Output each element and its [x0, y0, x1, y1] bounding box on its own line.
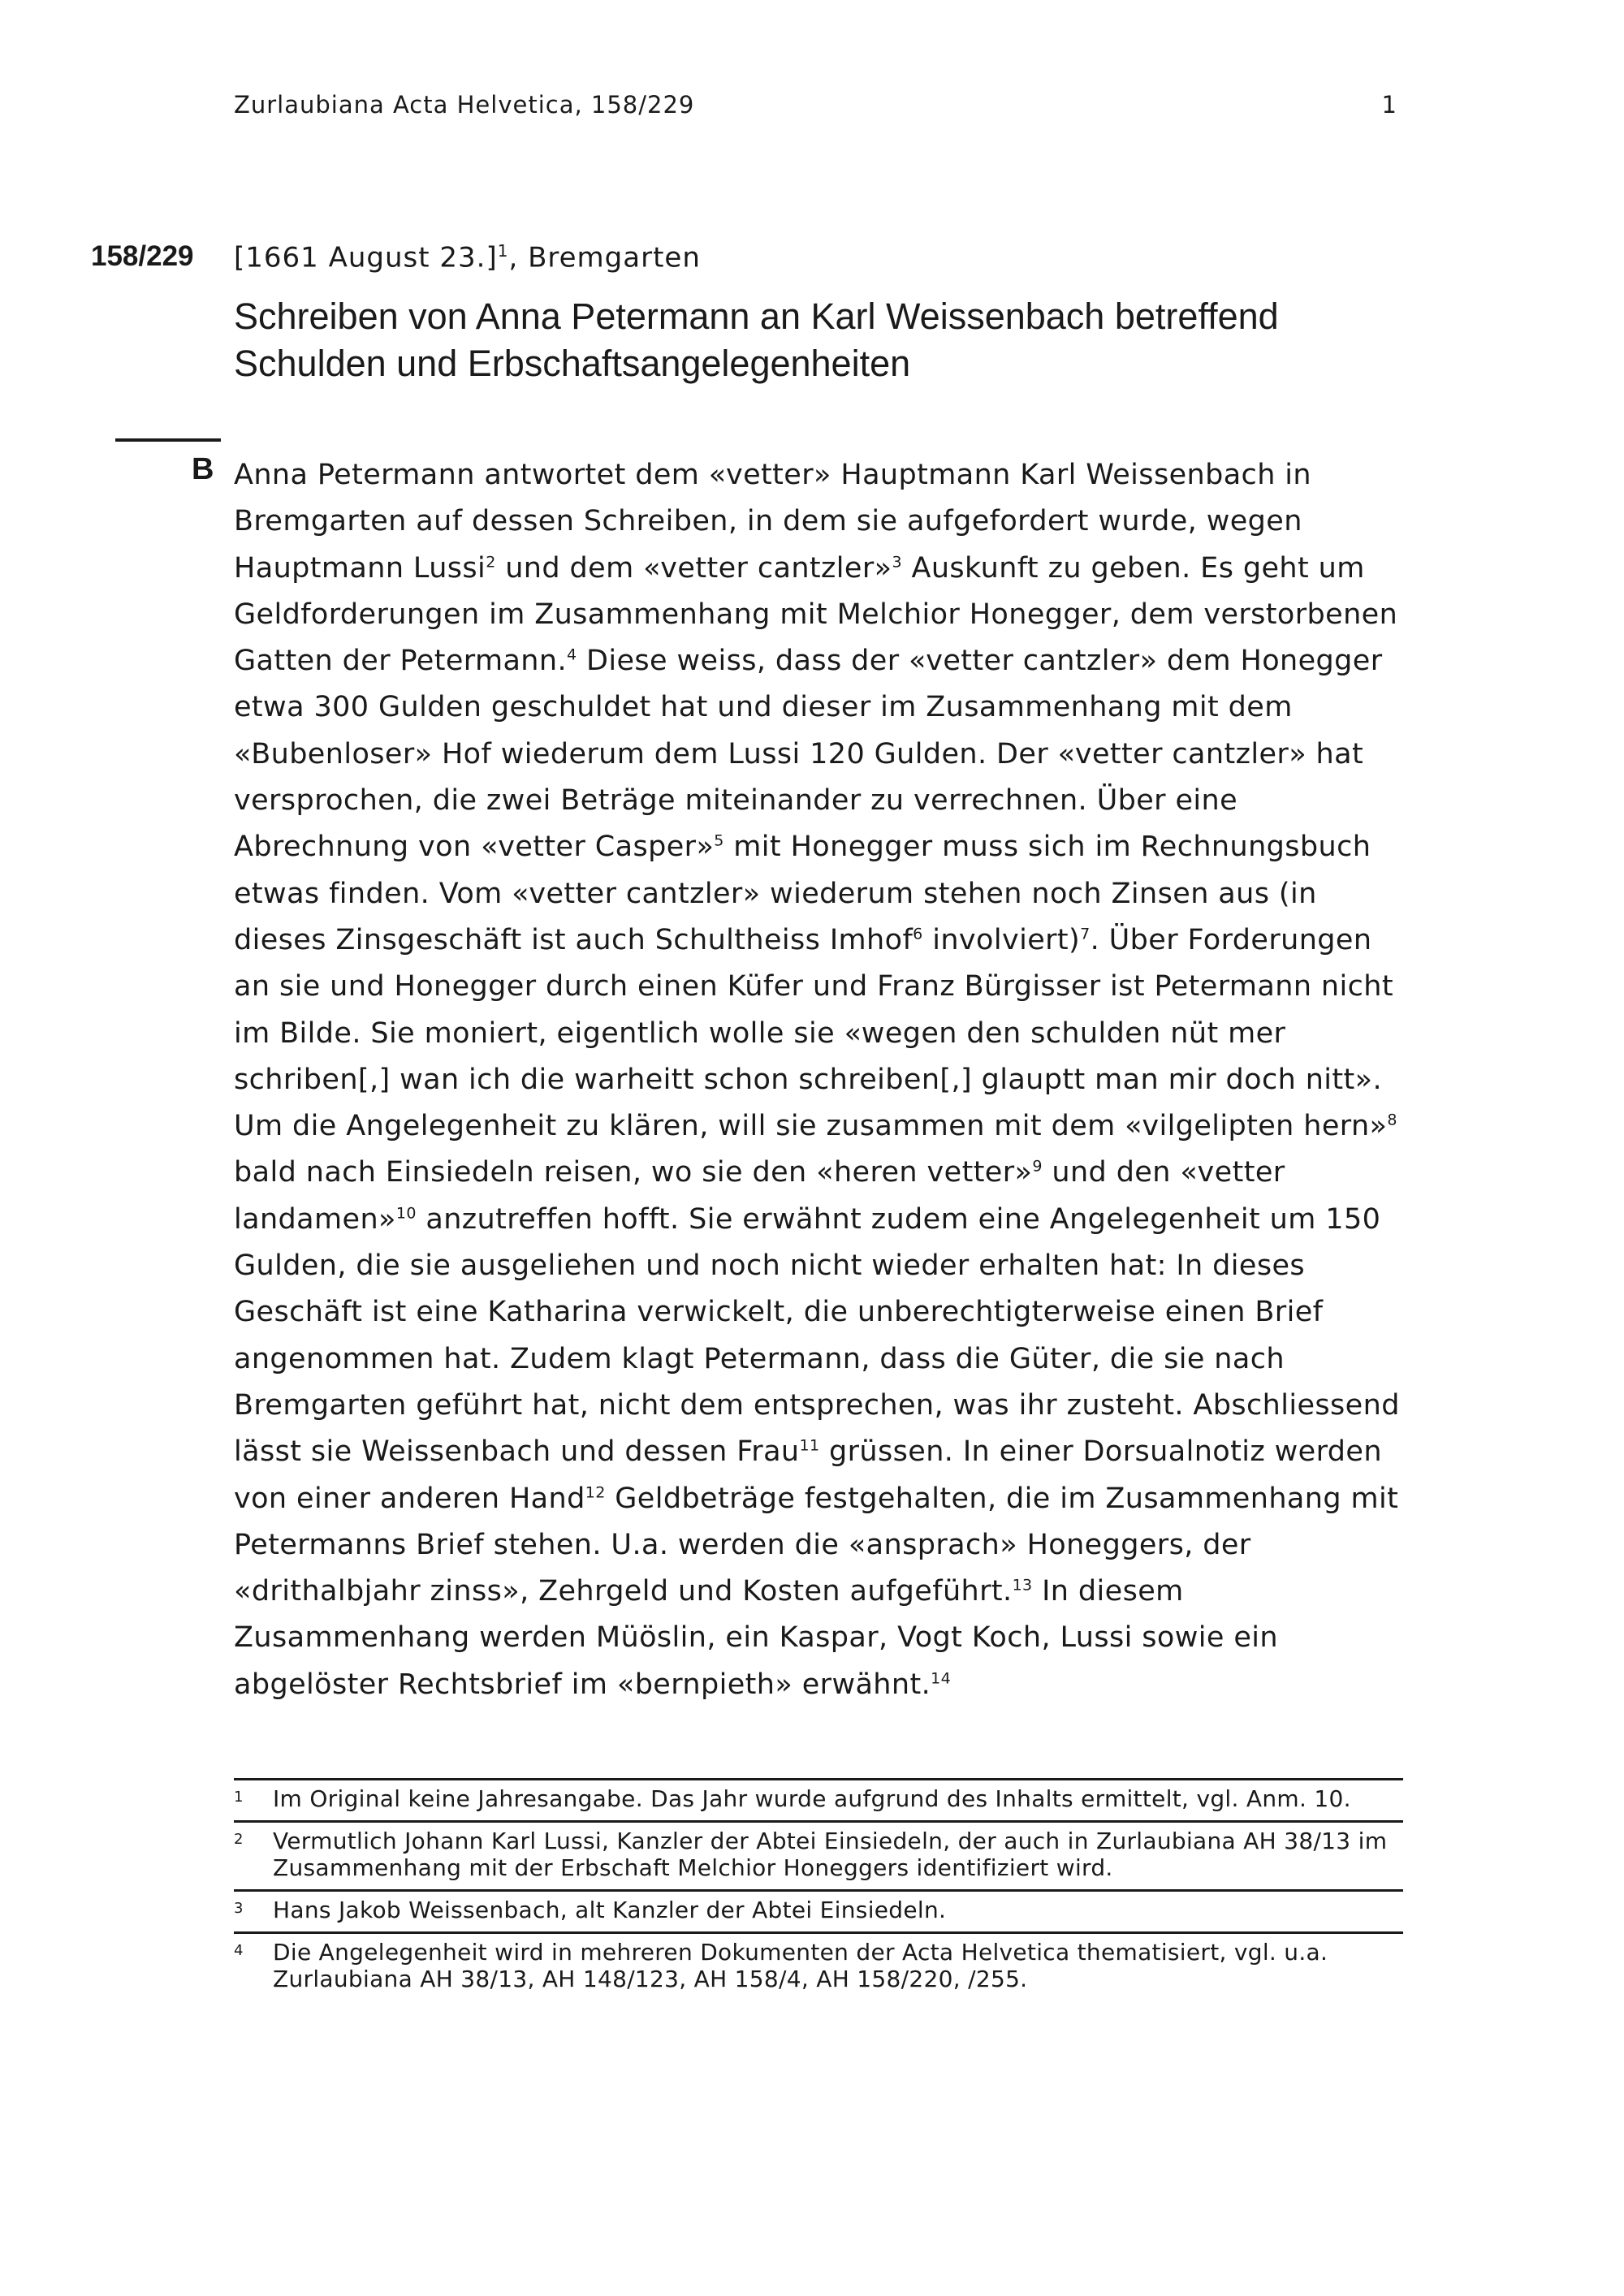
- abstract-segment: und den «vetter landamen»: [234, 1156, 1285, 1236]
- footnote-reference[interactable]: 12: [585, 1482, 606, 1501]
- section-marker: B: [192, 452, 214, 486]
- footnote-reference[interactable]: 13: [1012, 1576, 1033, 1595]
- footnote-number: 1: [234, 1789, 244, 1806]
- abstract-segment: In diesem Zusammenhang werden Müöslin, ein Kaspar, Vogt Koch, Lussi sowie ein abgelöster Rechtsbrief im «bernpieth» erwähnt.: [234, 1575, 1278, 1701]
- running-header-title: Zurlaubiana Acta Helvetica, 158/229: [234, 91, 695, 119]
- footnote-reference[interactable]: 14: [931, 1669, 952, 1688]
- abstract-segment: Geldbeträge festgehalten, die im Zusammenhang mit Petermanns Brief stehen. U.a. werden die «ansprach» Honeggers, der «drithalbjahr zinss», Zehrgeld und Kosten aufgeführt.: [234, 1482, 1399, 1608]
- footnote-number: 4: [234, 1942, 244, 1959]
- abstract-segment: . Über Forderungen an sie und Honegger durch einen Küfer und Franz Bürgisser ist Petermann nicht im Bilde. Sie moniert, eigentlich wolle sie «wegen den schulden nüt mer schriben[,] wan ich die warheitt schon schreiben[,] glauptt man mir doch nitt». Um die Angelegenheit zu klären, will sie zusammen mit dem «vilgelipten hern»: [234, 923, 1393, 1143]
- footnote-reference[interactable]: 8: [1387, 1111, 1397, 1129]
- footnote-reference[interactable]: 6: [913, 925, 923, 943]
- footnotes: [234, 1778, 1403, 2000]
- footnote-text: Vermutlich Johann Karl Lussi, Kanzler der Abtei Einsiedeln, der auch in Zurlaubiana AH 38/13 im Zusammenhang mit der Erbschaft Melchior Honeggers identifiziert wird.: [273, 1828, 1388, 1881]
- footnote-item: [234, 1780, 1403, 1820]
- document-number: 158/229: [91, 240, 194, 272]
- section-divider: [115, 438, 221, 442]
- abstract-segment: grüssen. In einer Dorsualnotiz werden von einer anderen Hand: [234, 1435, 1382, 1515]
- footnote-number: 3: [234, 1900, 244, 1917]
- footnote-reference[interactable]: 5: [714, 831, 724, 850]
- document-place: , Bremgarten: [508, 241, 701, 274]
- document-title: Schreiben von Anna Petermann an Karl Weissenbach betreffend Schulden und Erbschaftsangelegenheiten: [234, 296, 1279, 384]
- footnote-text: Im Original keine Jahresangabe. Das Jahr wurde aufgrund des Inhalts ermittelt, vgl. Anm. 10.: [273, 1785, 1351, 1812]
- footnote-text: Hans Jakob Weissenbach, alt Kanzler der Abtei Einsiedeln.: [273, 1897, 947, 1923]
- footnote-reference[interactable]: 10: [395, 1204, 417, 1223]
- footnote-item: [234, 1934, 1403, 2000]
- abstract-segment: involviert): [922, 923, 1081, 956]
- page-number: 1: [1381, 91, 1397, 119]
- abstract-text: [234, 452, 1410, 1708]
- footnote-item: [234, 1823, 1403, 1889]
- abstract-segment: anzutreffen hofft. Sie erwähnt zudem eine Angelegenheit um 150 Gulden, die sie ausgeliehen und noch nicht wieder erhalten hat: In dieses Geschäft ist eine Katharina verwickelt, die unberechtigterweise einen Brief angenommen hat. Zudem klagt Petermann, dass die Güter, die sie nach Bremgarten geführt hat, nicht dem entsprechen, was ihr zusteht. Abschliessend lässt sie Weissenbach und dessen Frau: [234, 1202, 1400, 1469]
- footnote-reference[interactable]: 1: [497, 241, 509, 261]
- footnote-item: [234, 1892, 1403, 1931]
- footnote-reference[interactable]: 11: [799, 1436, 820, 1455]
- abstract-segment: bald nach Einsiedeln reisen, wo sie den «heren vetter»: [234, 1156, 1033, 1189]
- document-date: [1661 August 23.]: [234, 241, 498, 274]
- abstract-segment: Auskunft zu geben. Es geht um Geldforderungen im Zusammenhang mit Melchior Honegger, dem verstorbenen Gatten der Petermann.: [234, 551, 1398, 678]
- footnote-reference[interactable]: 4: [566, 645, 577, 664]
- footnote-reference[interactable]: 3: [892, 552, 902, 571]
- abstract-segment: mit Honegger muss sich im Rechnungsbuch etwas finden. Vom «vetter cantzler» wiederum stehen noch Zinsen aus (in dieses Zinsgeschäft ist auch Schultheiss Imhof: [234, 831, 1371, 956]
- document-date-place: [234, 241, 701, 274]
- abstract-segment: und dem «vetter cantzler»: [495, 551, 892, 585]
- footnote-reference[interactable]: 7: [1080, 925, 1091, 943]
- abstract-segment: Anna Petermann antwortet dem «vetter» Hauptmann Karl Weissenbach in Bremgarten auf dessen Schreiben, in dem sie aufgefordert wurde, wegen Hauptmann Lussi: [234, 459, 1312, 585]
- footnote-text: Die Angelegenheit wird in mehreren Dokumenten der Acta Helvetica thematisiert, vgl. u.a. Zurlaubiana AH 38/13, AH 148/123, AH 158/4, AH 158/220, /255.: [273, 1939, 1328, 1992]
- footnote-reference[interactable]: 9: [1032, 1157, 1043, 1176]
- abstract-segment: Diese weiss, dass der «vetter cantzler» dem Honegger etwa 300 Gulden geschuldet hat und dieser im Zusammenhang mit dem «Bubenloser» Hof wiederum dem Lussi 120 Gulden. Der «vetter cantzler» hat versprochen, die zwei Beträge miteinander zu verrechnen. Über eine Abrechnung von «vetter Casper»: [234, 645, 1383, 864]
- footnote-reference[interactable]: 2: [486, 552, 496, 571]
- footnote-number: 2: [234, 1831, 244, 1848]
